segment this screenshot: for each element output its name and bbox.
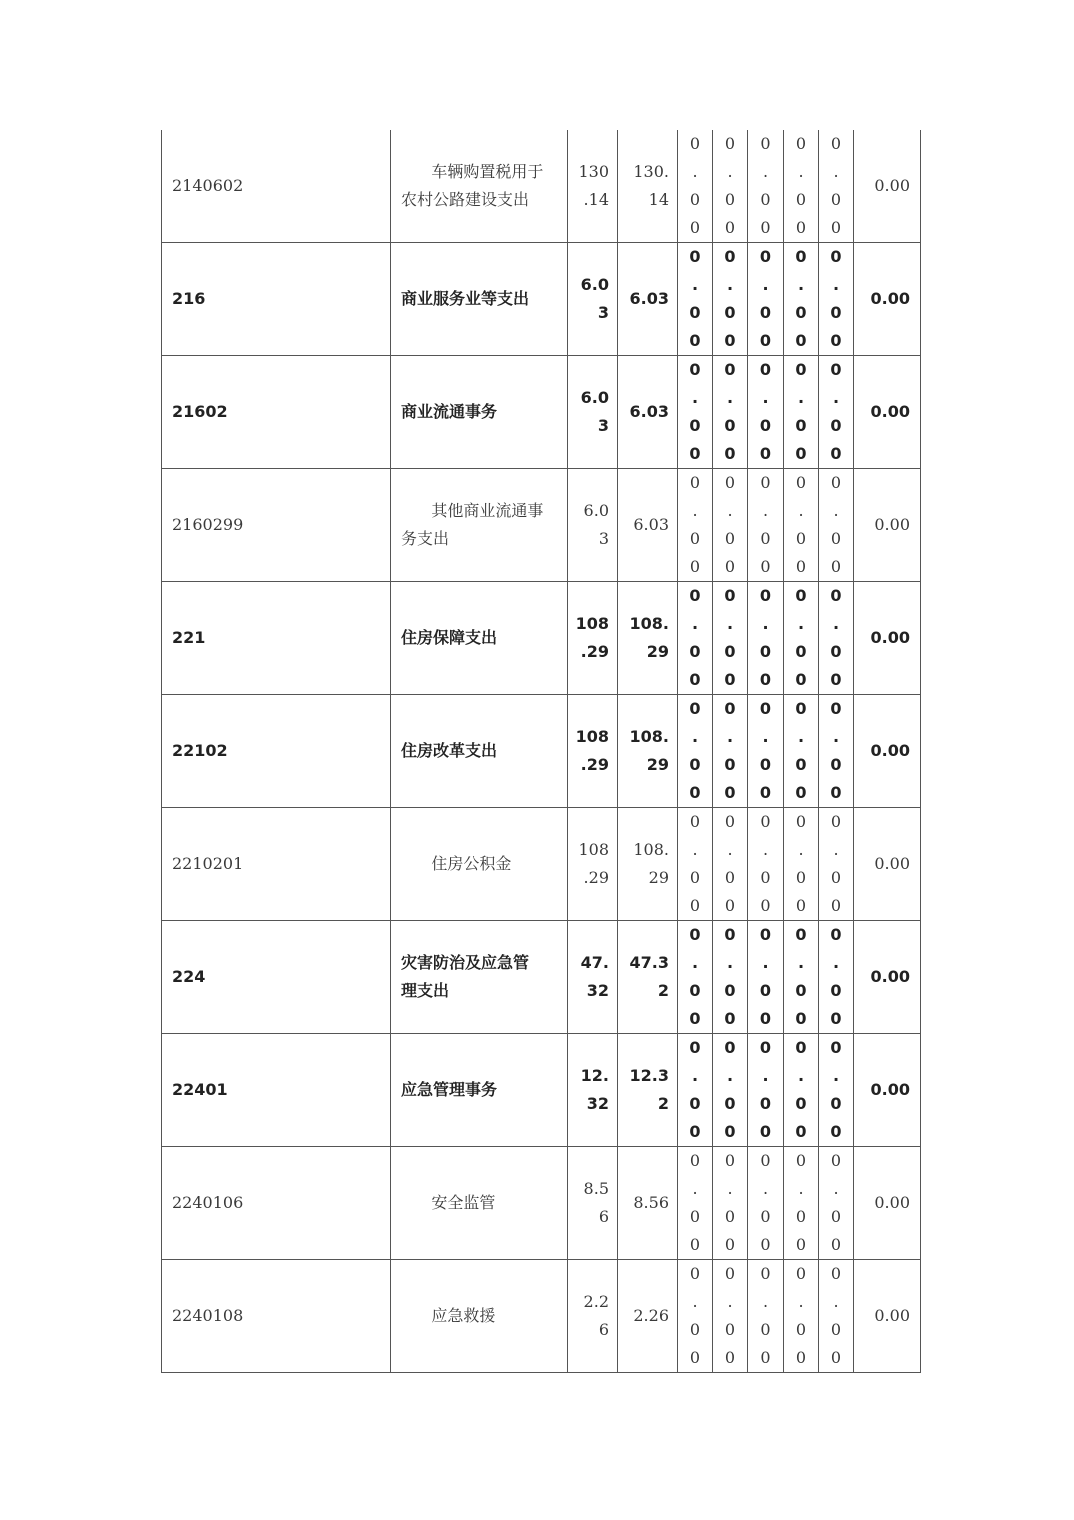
zero-amount-cell [784, 469, 819, 582]
zero-amount-cell-text: 0 . 0 0 [795, 925, 807, 1028]
zero-amount-cell [784, 243, 819, 356]
zero-amount-cell-text: 0 . 0 0 [724, 247, 736, 350]
subject-name-cell [391, 921, 568, 1034]
total-amount-cell-text: 12. 32 [580, 1066, 609, 1113]
other-amount-cell-text: 0.00 [870, 1080, 910, 1099]
total-amount-cell-text: 108 .29 [575, 614, 609, 661]
other-amount-cell-text: 0.00 [874, 176, 910, 195]
zero-amount-cell-text: 0 . 0 0 [689, 134, 701, 237]
zero-amount-cell-text: 0 . 0 0 [795, 1264, 807, 1367]
zero-amount-cell-text: 0 . 0 0 [724, 473, 736, 576]
zero-amount-cell [748, 921, 784, 1034]
subject-name-cell-text: 住房改革支出 [401, 741, 498, 760]
zero-amount-cell-text: 0 . 0 0 [689, 699, 701, 802]
zero-amount-cell [748, 582, 784, 695]
zero-amount-cell [748, 130, 784, 243]
basic-expense-cell-text: 130. 14 [633, 162, 669, 209]
zero-amount-cell-text: 0 . 0 0 [724, 1038, 736, 1141]
other-amount-cell-text: 0.00 [870, 289, 910, 308]
other-amount-cell-text: 0.00 [874, 1193, 910, 1212]
zero-amount-cell-text: 0 . 0 0 [724, 812, 736, 915]
subject-name-cell [391, 695, 568, 808]
zero-amount-cell [713, 582, 748, 695]
basic-expense-cell-text: 2.26 [633, 1306, 669, 1325]
basic-expense-cell-text: 108. 29 [633, 840, 669, 887]
zero-amount-cell-text: 0 . 0 0 [795, 360, 807, 463]
basic-expense-cell [618, 130, 678, 243]
other-amount-cell-text: 0.00 [874, 1306, 910, 1325]
zero-amount-cell-text: 0 . 0 0 [724, 360, 736, 463]
subject-code-cell-text: 22401 [172, 1080, 228, 1099]
total-amount-cell [568, 695, 618, 808]
other-amount-cell [854, 1034, 921, 1147]
subject-name-cell [391, 808, 568, 921]
subject-code-cell-text: 221 [172, 628, 206, 647]
subject-code-cell-text: 2240108 [172, 1306, 244, 1325]
zero-amount-cell-text: 0 . 0 0 [724, 925, 736, 1028]
total-amount-cell [568, 582, 618, 695]
zero-amount-cell [748, 469, 784, 582]
total-amount-cell [568, 243, 618, 356]
zero-amount-cell-text: 0 . 0 0 [760, 134, 771, 237]
subject-code-cell-text: 224 [172, 967, 206, 986]
table-row [162, 469, 921, 582]
total-amount-cell [568, 1147, 618, 1260]
zero-amount-cell [784, 808, 819, 921]
subject-code-cell [162, 469, 391, 582]
zero-amount-cell-text: 0 . 0 0 [795, 473, 807, 576]
zero-amount-cell-text: 0 . 0 0 [760, 1264, 771, 1367]
zero-amount-cell [678, 582, 713, 695]
subject-name-cell-text: 商业服务业等支出 [401, 289, 530, 308]
zero-amount-cell [678, 243, 713, 356]
other-amount-cell [854, 808, 921, 921]
subject-code-cell [162, 1034, 391, 1147]
subject-name-cell [391, 1260, 568, 1373]
subject-code-cell [162, 130, 391, 243]
zero-amount-cell-text: 0 . 0 0 [689, 812, 701, 915]
zero-amount-cell [713, 1147, 748, 1260]
subject-name-cell [391, 582, 568, 695]
basic-expense-cell [618, 808, 678, 921]
total-amount-cell-text: 6.0 3 [583, 501, 609, 548]
zero-amount-cell [713, 243, 748, 356]
zero-amount-cell [678, 130, 713, 243]
other-amount-cell [854, 243, 921, 356]
basic-expense-cell-text: 12.3 2 [629, 1066, 669, 1113]
zero-amount-cell [748, 808, 784, 921]
zero-amount-cell-text: 0 . 0 0 [689, 473, 701, 576]
basic-expense-cell-text: 108. 29 [629, 727, 669, 774]
other-amount-cell-text: 0.00 [874, 854, 910, 873]
table-row [162, 1034, 921, 1147]
zero-amount-cell-text: 0 . 0 0 [724, 699, 736, 802]
zero-amount-cell-text: 0 . 0 0 [689, 360, 701, 463]
subject-name-cell [391, 356, 568, 469]
zero-amount-cell [713, 356, 748, 469]
subject-code-cell-text: 21602 [172, 402, 228, 421]
zero-amount-cell [819, 1147, 854, 1260]
zero-amount-cell [713, 1260, 748, 1373]
zero-amount-cell-text: 0 . 0 0 [724, 586, 736, 689]
subject-name-cell-text: 住房公积金 [431, 854, 512, 873]
zero-amount-cell-text: 0 . 0 0 [830, 1151, 842, 1254]
basic-expense-cell-text: 6.03 [633, 515, 669, 534]
subject-name-cell [391, 1034, 568, 1147]
zero-amount-cell-text: 0 . 0 0 [795, 1151, 807, 1254]
expenditure-table [161, 130, 921, 1373]
zero-amount-cell-text: 0 . 0 0 [830, 1038, 842, 1141]
subject-code-cell-text: 2140602 [172, 176, 244, 195]
zero-amount-cell [678, 356, 713, 469]
zero-amount-cell-text: 0 . 0 0 [830, 925, 842, 1028]
subject-code-cell-text: 2160299 [172, 515, 244, 534]
subject-name-cell-text: 商业流通事务 [401, 402, 498, 421]
basic-expense-cell-text: 47.3 2 [629, 953, 669, 1000]
other-amount-cell-text: 0.00 [870, 741, 910, 760]
zero-amount-cell-text: 0 . 0 0 [830, 699, 842, 802]
zero-amount-cell-text: 0 . 0 0 [830, 360, 842, 463]
total-amount-cell [568, 356, 618, 469]
basic-expense-cell [618, 921, 678, 1034]
subject-code-cell [162, 356, 391, 469]
zero-amount-cell [819, 921, 854, 1034]
table-row [162, 356, 921, 469]
subject-name-cell-text: 住房保障支出 [401, 628, 498, 647]
basic-expense-cell [618, 356, 678, 469]
other-amount-cell [854, 921, 921, 1034]
zero-amount-cell-text: 0 . 0 0 [830, 473, 842, 576]
other-amount-cell [854, 356, 921, 469]
total-amount-cell [568, 921, 618, 1034]
zero-amount-cell-text: 0 . 0 0 [759, 1038, 772, 1141]
other-amount-cell-text: 0.00 [870, 628, 910, 647]
zero-amount-cell-text: 0 . 0 0 [724, 1151, 736, 1254]
subject-code-cell [162, 695, 391, 808]
zero-amount-cell [713, 130, 748, 243]
zero-amount-cell [748, 356, 784, 469]
basic-expense-cell [618, 695, 678, 808]
zero-amount-cell-text: 0 . 0 0 [724, 1264, 736, 1367]
zero-amount-cell [748, 1147, 784, 1260]
zero-amount-cell-text: 0 . 0 0 [759, 699, 772, 802]
zero-amount-cell [678, 1260, 713, 1373]
other-amount-cell [854, 582, 921, 695]
basic-expense-cell [618, 582, 678, 695]
total-amount-cell-text: 8.5 6 [583, 1179, 609, 1226]
other-amount-cell [854, 469, 921, 582]
subject-code-cell [162, 1260, 391, 1373]
zero-amount-cell [784, 1260, 819, 1373]
basic-expense-cell-text: 8.56 [633, 1193, 669, 1212]
zero-amount-cell [819, 243, 854, 356]
zero-amount-cell [819, 582, 854, 695]
subject-code-cell-text: 216 [172, 289, 206, 308]
zero-amount-cell-text: 0 . 0 0 [689, 1038, 701, 1141]
total-amount-cell-text: 108 .29 [578, 840, 609, 887]
total-amount-cell [568, 808, 618, 921]
zero-amount-cell-text: 0 . 0 0 [830, 586, 842, 689]
other-amount-cell [854, 1147, 921, 1260]
zero-amount-cell [713, 808, 748, 921]
total-amount-cell-text: 2.2 6 [583, 1292, 609, 1339]
zero-amount-cell [784, 1147, 819, 1260]
table-row [162, 1147, 921, 1260]
zero-amount-cell-text: 0 . 0 0 [760, 1151, 771, 1254]
table-row [162, 1260, 921, 1373]
zero-amount-cell [713, 921, 748, 1034]
other-amount-cell [854, 130, 921, 243]
basic-expense-cell [618, 1147, 678, 1260]
total-amount-cell [568, 1260, 618, 1373]
total-amount-cell-text: 130 .14 [578, 162, 609, 209]
subject-name-cell [391, 1147, 568, 1260]
zero-amount-cell-text: 0 . 0 0 [830, 134, 842, 237]
zero-amount-cell [748, 1034, 784, 1147]
other-amount-cell [854, 1260, 921, 1373]
zero-amount-cell [784, 356, 819, 469]
zero-amount-cell-text: 0 . 0 0 [689, 925, 701, 1028]
zero-amount-cell-text: 0 . 0 0 [795, 812, 807, 915]
subject-code-cell [162, 582, 391, 695]
zero-amount-cell-text: 0 . 0 0 [759, 586, 772, 689]
subject-name-cell [391, 469, 568, 582]
zero-amount-cell [748, 695, 784, 808]
zero-amount-cell [678, 921, 713, 1034]
zero-amount-cell [819, 808, 854, 921]
table-row [162, 130, 921, 243]
zero-amount-cell [713, 469, 748, 582]
zero-amount-cell-text: 0 . 0 0 [795, 699, 807, 802]
zero-amount-cell [678, 1147, 713, 1260]
zero-amount-cell-text: 0 . 0 0 [795, 247, 807, 350]
zero-amount-cell [784, 921, 819, 1034]
total-amount-cell-text: 6.0 3 [580, 275, 609, 322]
zero-amount-cell-text: 0 . 0 0 [759, 925, 772, 1028]
zero-amount-cell-text: 0 . 0 0 [759, 247, 772, 350]
zero-amount-cell-text: 0 . 0 0 [760, 812, 771, 915]
total-amount-cell [568, 130, 618, 243]
zero-amount-cell [819, 695, 854, 808]
subject-code-cell-text: 2240106 [172, 1193, 244, 1212]
subject-name-cell-text: 应急救援 [431, 1306, 496, 1325]
zero-amount-cell [678, 808, 713, 921]
total-amount-cell-text: 6.0 3 [580, 388, 609, 435]
subject-code-cell-text: 22102 [172, 741, 228, 760]
zero-amount-cell [678, 695, 713, 808]
zero-amount-cell [784, 582, 819, 695]
basic-expense-cell-text: 108. 29 [629, 614, 669, 661]
basic-expense-cell [618, 469, 678, 582]
zero-amount-cell [713, 695, 748, 808]
basic-expense-cell [618, 1260, 678, 1373]
table-row [162, 808, 921, 921]
subject-name-cell-text: 应急管理事务 [401, 1080, 498, 1099]
other-amount-cell-text: 0.00 [870, 967, 910, 986]
other-amount-cell-text: 0.00 [874, 515, 910, 534]
total-amount-cell-text: 108 .29 [575, 727, 609, 774]
zero-amount-cell [819, 1260, 854, 1373]
zero-amount-cell-text: 0 . 0 0 [795, 1038, 807, 1141]
zero-amount-cell [784, 695, 819, 808]
zero-amount-cell-text: 0 . 0 0 [830, 247, 842, 350]
total-amount-cell [568, 1034, 618, 1147]
zero-amount-cell [819, 469, 854, 582]
subject-code-cell-text: 2210201 [172, 854, 244, 873]
table-row [162, 243, 921, 356]
zero-amount-cell [819, 1034, 854, 1147]
zero-amount-cell [678, 1034, 713, 1147]
zero-amount-cell-text: 0 . 0 0 [724, 134, 736, 237]
other-amount-cell-text: 0.00 [870, 402, 910, 421]
other-amount-cell [854, 695, 921, 808]
basic-expense-cell [618, 243, 678, 356]
subject-name-cell [391, 130, 568, 243]
subject-name-cell-text: 其他商业流通事 务支出 [401, 501, 544, 548]
zero-amount-cell [678, 469, 713, 582]
zero-amount-cell [713, 1034, 748, 1147]
total-amount-cell-text: 47. 32 [580, 953, 609, 1000]
subject-code-cell [162, 1147, 391, 1260]
zero-amount-cell-text: 0 . 0 0 [689, 247, 701, 350]
table-row [162, 921, 921, 1034]
zero-amount-cell-text: 0 . 0 0 [795, 586, 807, 689]
table-row [162, 695, 921, 808]
subject-code-cell [162, 243, 391, 356]
zero-amount-cell [784, 130, 819, 243]
zero-amount-cell-text: 0 . 0 0 [795, 134, 807, 237]
basic-expense-cell-text: 6.03 [629, 289, 669, 308]
basic-expense-cell-text: 6.03 [629, 402, 669, 421]
subject-code-cell [162, 808, 391, 921]
subject-name-cell-text: 安全监管 [431, 1193, 496, 1212]
zero-amount-cell-text: 0 . 0 0 [689, 1151, 701, 1254]
zero-amount-cell-text: 0 . 0 0 [830, 812, 842, 915]
zero-amount-cell-text: 0 . 0 0 [760, 473, 771, 576]
total-amount-cell [568, 469, 618, 582]
zero-amount-cell-text: 0 . 0 0 [689, 586, 701, 689]
zero-amount-cell [748, 243, 784, 356]
subject-name-cell-text: 灾害防治及应急管 理支出 [401, 953, 530, 1000]
zero-amount-cell-text: 0 . 0 0 [830, 1264, 842, 1367]
subject-code-cell [162, 921, 391, 1034]
zero-amount-cell [784, 1034, 819, 1147]
zero-amount-cell-text: 0 . 0 0 [689, 1264, 701, 1367]
zero-amount-cell [819, 130, 854, 243]
zero-amount-cell [819, 356, 854, 469]
table-row [162, 582, 921, 695]
subject-name-cell [391, 243, 568, 356]
zero-amount-cell-text: 0 . 0 0 [759, 360, 772, 463]
basic-expense-cell [618, 1034, 678, 1147]
zero-amount-cell [748, 1260, 784, 1373]
subject-name-cell-text: 车辆购置税用于 农村公路建设支出 [401, 162, 544, 209]
